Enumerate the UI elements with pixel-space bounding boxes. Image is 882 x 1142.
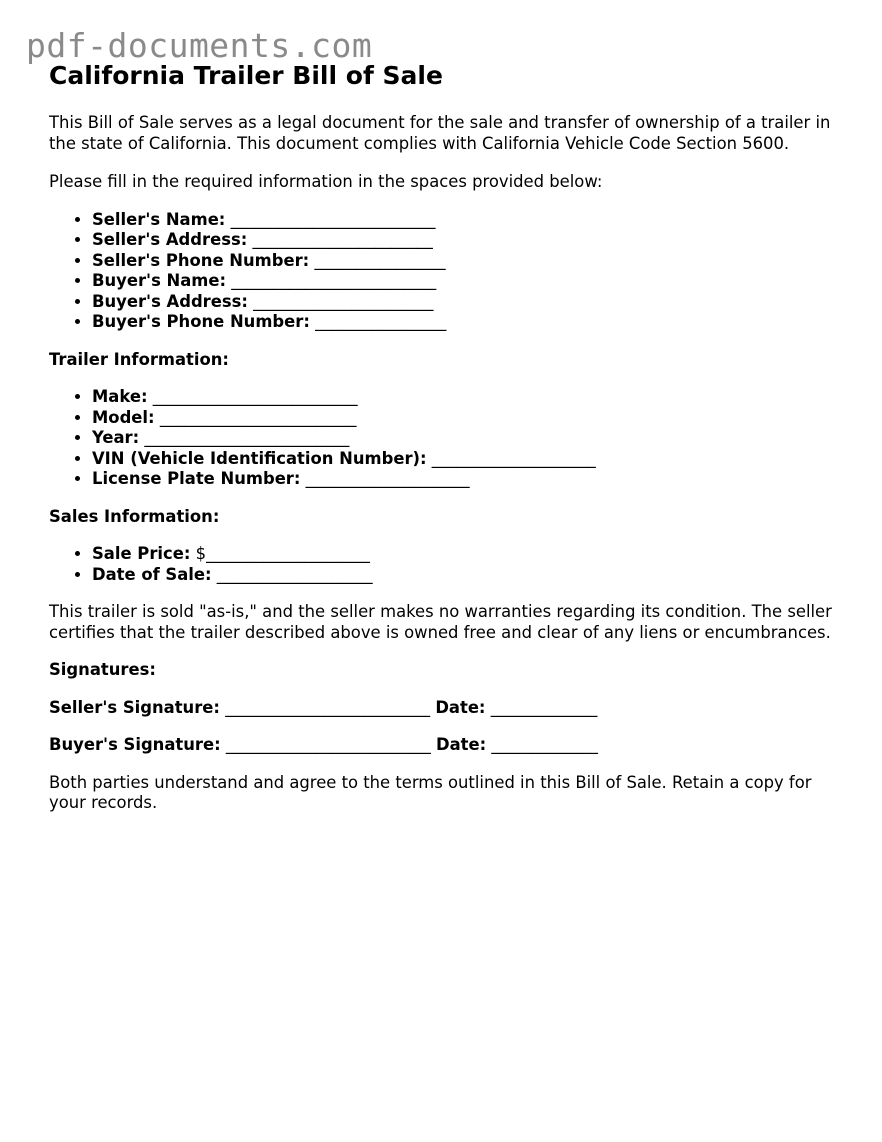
list-item (92, 292, 839, 313)
seller-signature-label: Seller's Signature: (49, 697, 220, 717)
blank-line[interactable]: _________________________ (230, 209, 436, 229)
buyer-date-blank[interactable]: _____________ (491, 735, 598, 754)
trailer-info-list (49, 387, 839, 490)
field-label: Buyer's Name: (92, 271, 227, 290)
blank-line[interactable]: _________________________ (231, 271, 437, 290)
seller-signature-line (49, 698, 839, 719)
seller-date-blank[interactable]: _____________ (490, 697, 598, 717)
buyer-signature-line (49, 735, 839, 756)
list-item (92, 469, 839, 490)
party-info-list (49, 210, 839, 333)
buyer-signature-blank[interactable]: _________________________ (225, 735, 431, 754)
document-body (49, 58, 839, 814)
list-item (92, 210, 839, 231)
sales-info-heading: Sales Information: (49, 506, 220, 526)
list-item (92, 312, 839, 333)
closing-paragraph: Both parties understand and agree to the terms outlined in this Bill of Sale. Retain a copy for your records. (49, 772, 812, 812)
field-label: Buyer's Address: (92, 291, 248, 311)
blank-line[interactable]: ________________ (315, 312, 447, 331)
blank-line[interactable]: ________________ (314, 250, 446, 270)
field-label: Date of Sale: (92, 564, 212, 584)
instructions-paragraph: Please fill in the required information in the spaces provided below: (49, 172, 603, 191)
blank-line[interactable]: $____________________ (195, 544, 370, 563)
blank-line[interactable]: ___________________ (216, 564, 373, 584)
intro-paragraph: This Bill of Sale serves as a legal document for the sale and transfer of ownership of a trailer in the state of California. This document complies with California Vehicle Code Section 5600. (49, 113, 831, 153)
blank-line[interactable]: ______________________ (253, 291, 434, 311)
field-label: Sale Price: (92, 544, 191, 563)
buyer-date-label: Date: (436, 735, 487, 754)
list-item (92, 251, 839, 272)
list-item (92, 271, 839, 292)
field-label: Seller's Name: (92, 209, 226, 229)
blank-line[interactable]: ____________________ (305, 469, 470, 488)
list-item (92, 565, 839, 586)
document-title: California Trailer Bill of Sale (49, 61, 443, 90)
list-item (92, 408, 839, 429)
field-label: Make: (92, 387, 148, 406)
buyer-signature-label: Buyer's Signature: (49, 735, 221, 754)
signatures-heading: Signatures: (49, 660, 156, 679)
seller-date-label: Date: (435, 697, 486, 717)
seller-signature-blank[interactable]: _________________________ (225, 697, 431, 717)
blank-line[interactable]: ______________________ (252, 230, 433, 249)
field-label: Year: (92, 428, 140, 447)
field-label: Seller's Phone Number: (92, 250, 310, 270)
list-item (92, 428, 839, 449)
blank-line[interactable]: ________________________ (159, 407, 357, 427)
blank-line[interactable]: ____________________ (431, 448, 596, 468)
list-item (92, 230, 839, 251)
field-label: Buyer's Phone Number: (92, 312, 310, 331)
blank-line[interactable]: _________________________ (152, 387, 358, 406)
watermark: pdf-documents.com (26, 26, 373, 65)
blank-line[interactable]: _________________________ (144, 428, 350, 447)
trailer-info-heading: Trailer Information: (49, 349, 229, 369)
list-item (92, 449, 839, 470)
field-label: License Plate Number: (92, 469, 301, 488)
sales-info-list (49, 544, 839, 585)
field-label: Seller's Address: (92, 230, 248, 249)
field-label: Model: (92, 407, 155, 427)
list-item (92, 544, 839, 565)
list-item (92, 387, 839, 408)
field-label: VIN (Vehicle Identification Number): (92, 448, 427, 468)
disclaimer-paragraph: This trailer is sold "as-is," and the seller makes no warranties regarding its condition. The seller certifies that the trailer described above is owned free and clear of any liens or encumbrances. (49, 602, 832, 642)
